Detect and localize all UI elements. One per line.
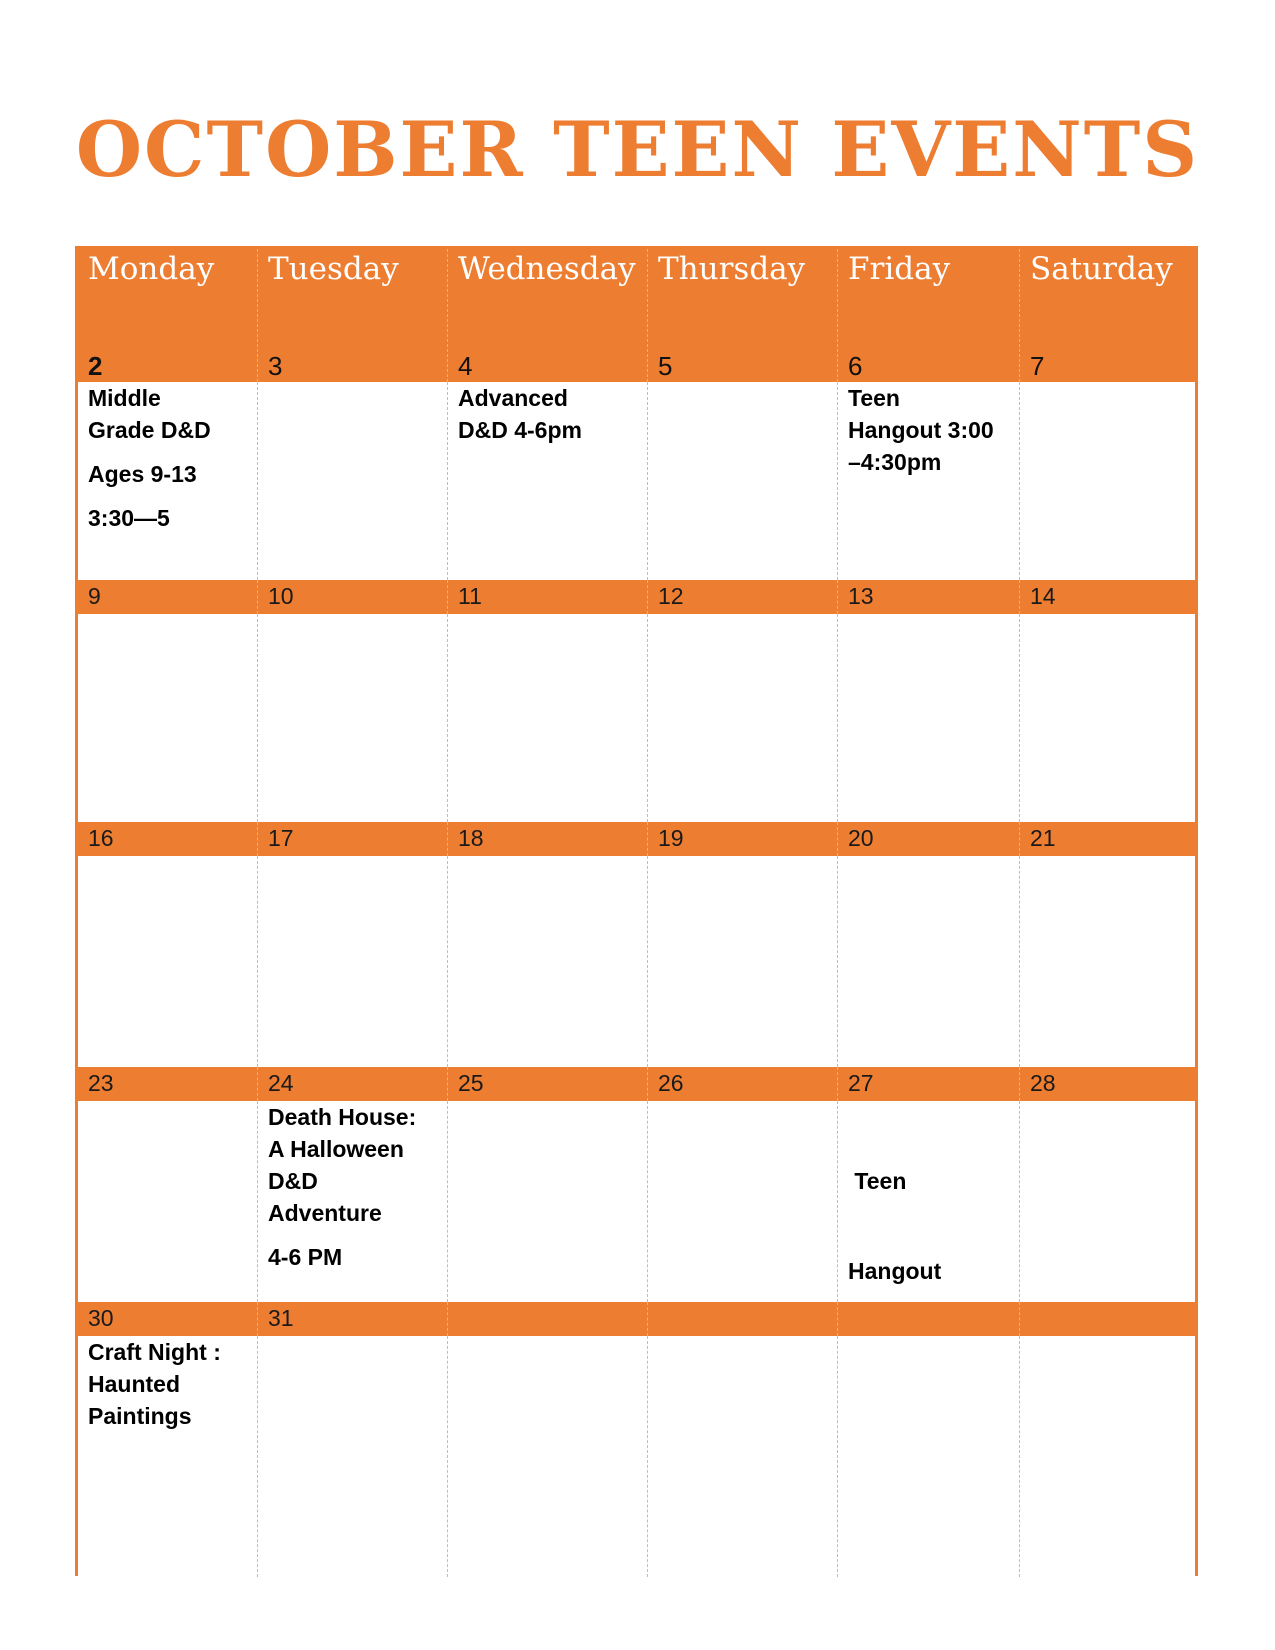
day-cell [257, 1101, 447, 1302]
header-cell-saturday [1019, 249, 1195, 382]
day-name: Friday [848, 251, 951, 287]
day-cell [1019, 1336, 1195, 1577]
event-text: Teen Hangout [848, 1168, 942, 1284]
date-cell [257, 822, 447, 856]
date-number: 7 [1030, 351, 1045, 381]
day-cell [257, 382, 447, 580]
day-cell [647, 382, 837, 580]
date-number: 3 [268, 351, 283, 381]
day-cell [837, 1336, 1019, 1577]
date-number: 21 [1030, 825, 1056, 851]
day-cell [837, 1101, 1019, 1302]
date-number: 19 [658, 825, 684, 851]
day-cell [447, 1336, 647, 1577]
day-cell [257, 856, 447, 1067]
date-number: 4 [458, 351, 473, 381]
date-cell [1019, 1067, 1195, 1101]
date-cell [1019, 580, 1195, 614]
event-text: Middle Grade D&D Ages 9-13 3:30—5 [88, 385, 211, 531]
date-number: 17 [268, 825, 294, 851]
date-cell [447, 1302, 647, 1336]
event-text: Death House: A Halloween D&D Adventure 4-6 PM [268, 1104, 417, 1270]
date-cell [78, 1067, 257, 1101]
date-number: 20 [848, 825, 874, 851]
date-number: 12 [658, 583, 684, 609]
day-name: Thursday [658, 251, 806, 287]
date-cell [257, 1302, 447, 1336]
date-number: 26 [658, 1070, 684, 1096]
header-cell-tuesday [257, 249, 447, 382]
date-number: 25 [458, 1070, 484, 1096]
header-cell-friday [837, 249, 1019, 382]
date-cell [647, 822, 837, 856]
date-number: 6 [848, 351, 863, 381]
day-cell [837, 614, 1019, 822]
date-cell [257, 580, 447, 614]
date-number: 30 [88, 1305, 114, 1331]
day-cell [837, 856, 1019, 1067]
day-cell [447, 614, 647, 822]
day-cell [837, 382, 1019, 580]
date-cell [837, 580, 1019, 614]
date-number: 14 [1030, 583, 1056, 609]
day-cell [647, 856, 837, 1067]
date-number: 27 [848, 1070, 874, 1096]
date-number: 5 [658, 351, 673, 381]
date-cell [78, 822, 257, 856]
event-text: Teen Hangout 3:00 –4:30pm [848, 385, 994, 475]
date-cell [1019, 1302, 1195, 1336]
day-cell [1019, 856, 1195, 1067]
day-cell [78, 382, 257, 580]
date-cell [837, 1067, 1019, 1101]
date-cell [447, 1067, 647, 1101]
date-cell [647, 1302, 837, 1336]
event-text: Advanced D&D 4-6pm [458, 385, 582, 443]
date-number: 11 [458, 583, 482, 609]
date-number: 13 [848, 583, 874, 609]
page-title: OCTOBER TEEN EVENTS [75, 105, 1200, 194]
day-cell [447, 856, 647, 1067]
header-cell-wednesday [447, 249, 647, 382]
day-name: Wednesday [458, 251, 636, 287]
day-cell [447, 382, 647, 580]
day-name: Monday [88, 251, 215, 287]
date-cell [837, 822, 1019, 856]
day-cell [257, 1336, 447, 1577]
day-cell [647, 614, 837, 822]
day-cell [78, 614, 257, 822]
day-cell [257, 614, 447, 822]
date-number: 23 [88, 1070, 114, 1096]
date-cell [78, 580, 257, 614]
date-number: 2 [88, 351, 103, 381]
date-cell [647, 1067, 837, 1101]
day-cell [78, 856, 257, 1067]
day-cell [647, 1101, 837, 1302]
day-cell [1019, 1101, 1195, 1302]
date-number: 28 [1030, 1070, 1056, 1096]
day-name: Tuesday [268, 251, 399, 287]
date-number: 16 [88, 825, 114, 851]
date-number: 9 [88, 583, 101, 609]
date-cell [647, 580, 837, 614]
calendar-grid [75, 246, 1198, 1576]
day-cell [78, 1101, 257, 1302]
day-cell [78, 1336, 257, 1577]
day-name: Saturday [1030, 251, 1173, 287]
date-cell [837, 1302, 1019, 1336]
date-cell [257, 1067, 447, 1101]
date-number: 24 [268, 1070, 294, 1096]
day-cell [1019, 614, 1195, 822]
day-cell [647, 1336, 837, 1577]
day-cell [447, 1101, 647, 1302]
header-cell-monday [78, 249, 257, 382]
day-cell [1019, 382, 1195, 580]
date-cell [447, 580, 647, 614]
header-cell-thursday [647, 249, 837, 382]
date-cell [447, 822, 647, 856]
date-number: 18 [458, 825, 484, 851]
event-text: Craft Night : Haunted Paintings [88, 1339, 221, 1429]
date-cell [1019, 822, 1195, 856]
date-number: 31 [268, 1305, 294, 1331]
date-cell [78, 1302, 257, 1336]
date-number: 10 [268, 583, 294, 609]
